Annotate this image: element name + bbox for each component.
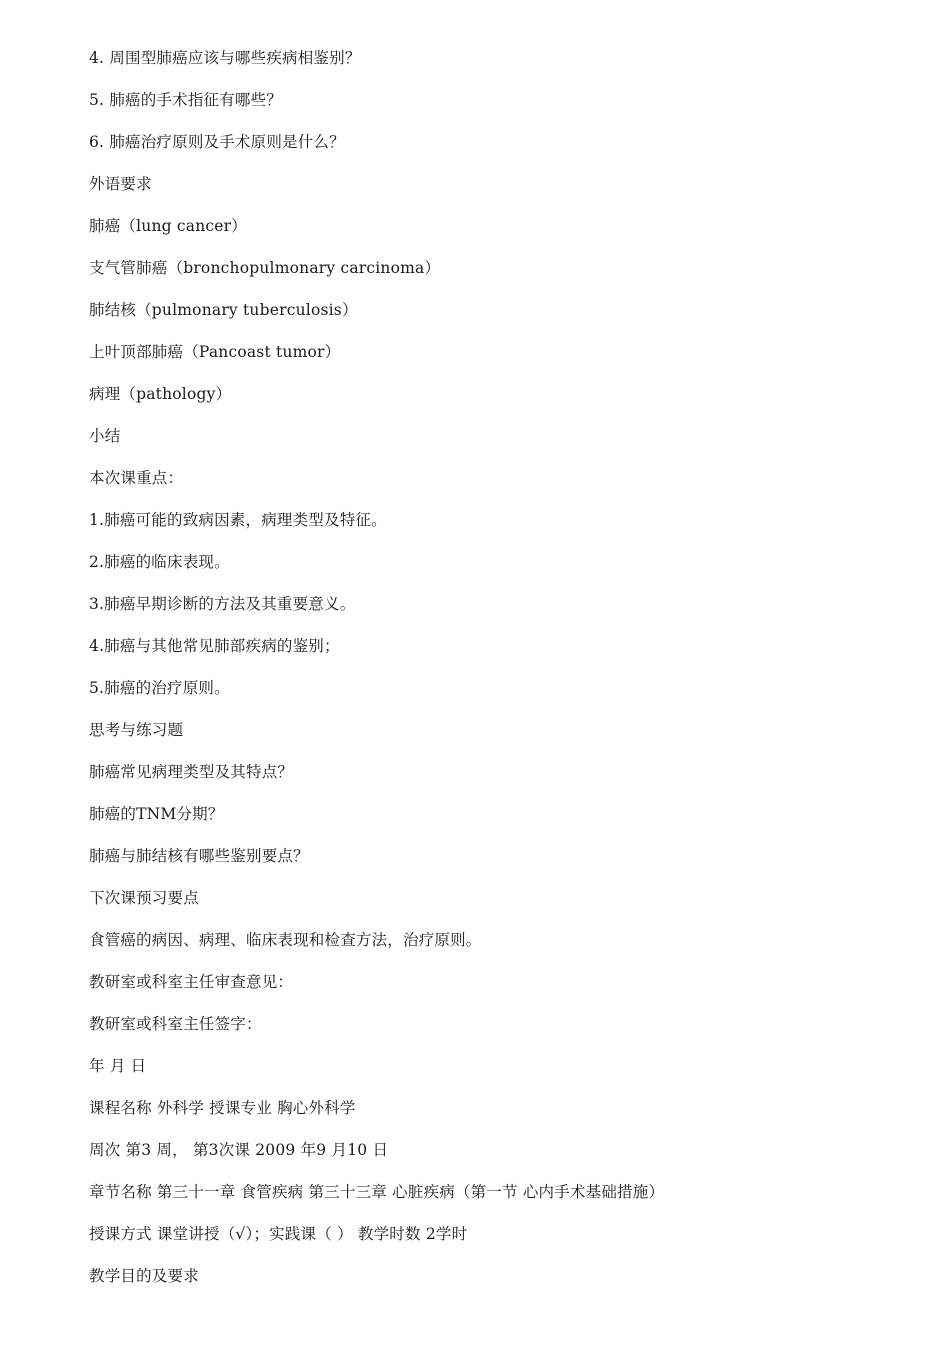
section-heading-exercises: 思考与练习题 [89,721,184,739]
section-heading-preview: 下次课预习要点 [89,889,199,907]
term-pancoast-tumor: 上叶顶部肺癌（Pancoast tumor） [89,343,341,361]
teaching-objectives-heading: 教学目的及要求 [89,1267,199,1285]
date-placeholder: 年 月 日 [89,1057,147,1075]
exercise-3: 肺癌与肺结核有哪些鉴别要点？ [89,847,309,865]
question-5: 5. 肺癌的手术指征有哪些？ [89,91,283,109]
document-body [89,47,909,1307]
signature-label: 教研室或科室主任签字： [89,1015,262,1033]
key-point-5: 5.肺癌的治疗原则。 [89,679,230,697]
exercise-2: 肺癌的TNM分期？ [89,805,224,823]
question-6: 6. 肺癌治疗原则及手术原则是什么？ [89,133,345,151]
key-point-2: 2.肺癌的临床表现。 [89,553,230,571]
term-pulmonary-tuberculosis: 肺结核（pulmonary tuberculosis） [89,301,358,319]
chapter-name-line: 章节名称 第三十一章 食管疾病 第三十三章 心脏疾病（第一节 心内手术基础措施） [89,1183,665,1201]
question-4: 4. 周围型肺癌应该与哪些疾病相鉴别？ [89,49,361,67]
course-name-line: 课程名称 外科学 授课专业 胸心外科学 [89,1099,356,1117]
review-opinion-label: 教研室或科室主任审查意见： [89,973,294,991]
section-heading-summary: 小结 [89,427,121,445]
key-point-3: 3.肺癌早期诊断的方法及其重要意义。 [89,595,356,613]
preview-content: 食管癌的病因、病理、临床表现和检查方法，治疗原则。 [89,931,482,949]
teaching-method-line: 授课方式 课堂讲授（√）；实践课（ ） 教学时数 2学时 [89,1225,468,1243]
key-point-1: 1.肺癌可能的致病因素，病理类型及特征。 [89,511,387,529]
term-pathology: 病理（pathology） [89,385,232,403]
key-point-4: 4.肺癌与其他常见肺部疾病的鉴别； [89,637,340,655]
exercise-1: 肺癌常见病理类型及其特点？ [89,763,294,781]
section-heading-foreign-language: 外语要求 [89,175,152,193]
term-lung-cancer: 肺癌（lung cancer） [89,217,247,235]
term-bronchopulmonary-carcinoma: 支气管肺癌（bronchopulmonary carcinoma） [89,259,441,277]
week-date-line: 周次 第3 周， 第3次课 2009 年9 月10 日 [89,1141,389,1159]
key-points-heading: 本次课重点： [89,469,184,487]
